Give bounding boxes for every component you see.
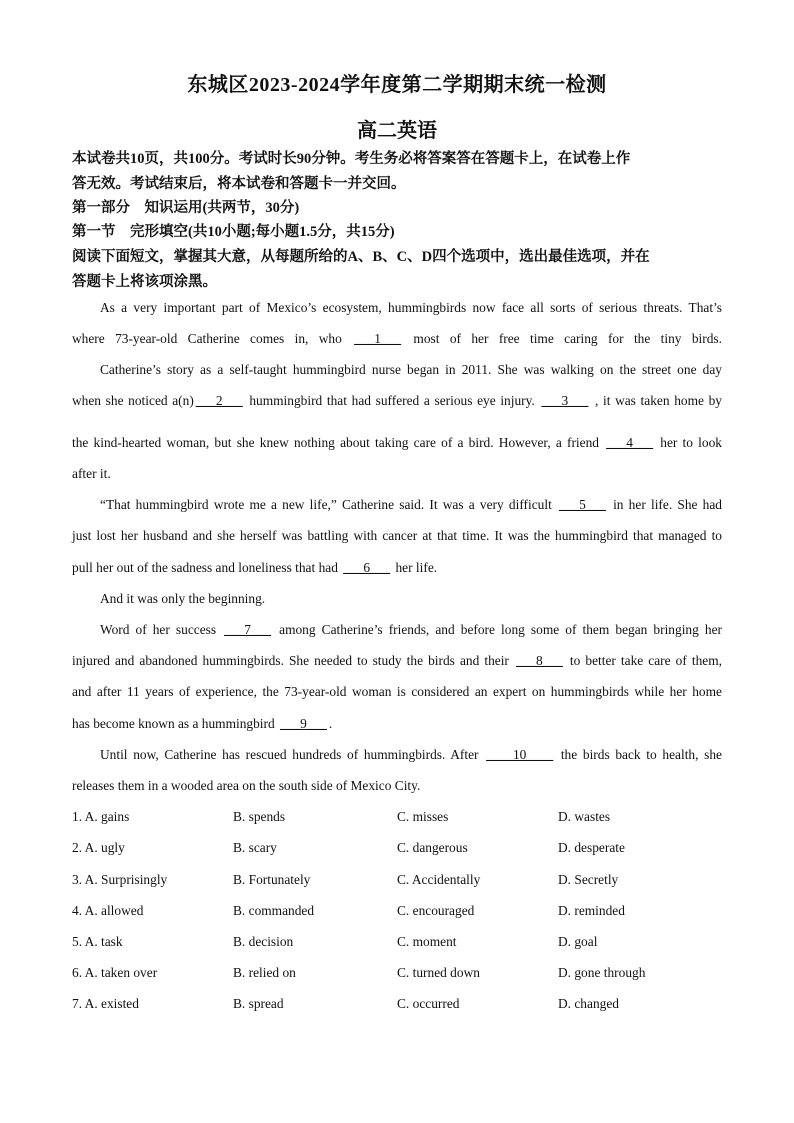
option-c: C. misses	[397, 809, 449, 824]
option-d: D. wastes	[558, 809, 611, 824]
option-c: C. encouraged	[397, 903, 475, 918]
blank-3: ___3___	[541, 393, 589, 408]
section-heading: 第一节 完形填空(共10小题;每小题1.5分，共15分)	[72, 224, 395, 240]
passage-line: “That hummingbird wrote me a new life,” Catherine said. It was a very difficult ___5___ in her life. She had	[100, 497, 722, 512]
passage-line: has become known as a hummingbird ___9___ .	[72, 716, 333, 731]
option-c: C. Accidentally	[397, 872, 481, 887]
option-c: C. occurred	[397, 996, 460, 1011]
passage-line: injured and abandoned hummingbirds. She needed to study the birds and their ___8___ to better take care of them,	[72, 653, 722, 668]
blank-10: ____10____	[486, 747, 554, 762]
option-a: 4. A. allowed	[72, 903, 144, 918]
option-d: D. changed	[558, 996, 619, 1011]
part-heading: 第一部分 知识运用(共两节，30分)	[72, 200, 300, 216]
option-d: D. desperate	[558, 840, 625, 855]
passage-line: As a very important part of Mexico’s ecosystem, hummingbirds now face all sorts of serious threats. That’s	[100, 300, 722, 315]
passage-line: when she noticed a(n) ___2___ hummingbird that had suffered a serious eye injury. ___3___ , it was taken home by	[72, 393, 722, 408]
option-d: D. gone through	[558, 965, 646, 980]
option-c: C. moment	[397, 934, 457, 949]
passage-line: Word of her success ___7___ among Catherine’s friends, and before long some of them began bringing her	[100, 622, 722, 637]
option-a: 5. A. task	[72, 934, 123, 949]
blank-4: ___4___	[606, 435, 654, 450]
option-a: 7. A. existed	[72, 996, 139, 1011]
instructions-line-1: 本试卷共10页，共100分。考试时长90分钟。考生务必将答案答在答题卡上，在试卷上作	[72, 151, 631, 167]
option-d: D. goal	[558, 934, 598, 949]
blank-2: ___2___	[195, 393, 243, 408]
option-b: B. decision	[233, 934, 294, 949]
passage-line: pull her out of the sadness and loneliness that had ___6___ her life.	[72, 560, 438, 575]
direction-line-2: 答题卡上将该项涂黑。	[72, 274, 217, 290]
blank-1: ___1___	[354, 331, 402, 346]
passage-line: just lost her husband and she herself was battling with cancer at that time. It was the hummingbird that managed to	[72, 528, 722, 543]
option-a: 1. A. gains	[72, 809, 130, 824]
exam-title: 东城区2023-2024学年度第二学期期末统一检测	[187, 74, 607, 96]
instructions-line-2: 答无效。考试结束后，将本试卷和答题卡一并交回。	[72, 176, 406, 192]
blank-5: ___5___	[559, 497, 606, 512]
blank-7: ___7___	[224, 622, 272, 637]
blank-9: ___9___	[280, 716, 327, 731]
blank-8: ___8___	[515, 653, 563, 668]
passage-line: And it was only the beginning.	[100, 591, 266, 606]
exam-subtitle: 高二英语	[357, 120, 437, 142]
passage-line: where 73-year-old Catherine comes in, who ___1___ most of her free time caring for the tiny birds.	[72, 331, 722, 346]
option-d: D. Secretly	[558, 872, 619, 887]
option-b: B. Fortunately	[233, 872, 311, 887]
passage-line: Until now, Catherine has rescued hundreds of hummingbirds. After ____10____ the birds back to health, she	[100, 747, 722, 762]
option-a: 3. A. Surprisingly	[72, 872, 168, 887]
passage-line: the kind-hearted woman, but she knew nothing about taking care of a bird. However, a friend ___4___ her to look	[72, 435, 722, 450]
option-b: B. relied on	[233, 965, 296, 980]
direction-line-1: 阅读下面短文，掌握其大意，从每题所给的A、B、C、D四个选项中，选出最佳选项，并在	[72, 249, 650, 265]
blank-6: ___6___	[343, 560, 391, 575]
option-b: B. scary	[233, 840, 277, 855]
passage-line: after it.	[72, 466, 111, 481]
passage-line: releases them in a wooded area on the south side of Mexico City.	[72, 778, 421, 793]
option-c: C. turned down	[397, 965, 480, 980]
passage-line: and after 11 years of experience, the 73-year-old woman is considered an expert on hummingbirds while her home	[72, 684, 722, 699]
option-b: B. commanded	[233, 903, 315, 918]
option-a: 2. A. ugly	[72, 840, 125, 855]
option-c: C. dangerous	[397, 840, 468, 855]
option-d: D. reminded	[558, 903, 625, 918]
option-a: 6. A. taken over	[72, 965, 158, 980]
option-b: B. spends	[233, 809, 286, 824]
passage-line: Catherine’s story as a self-taught hummingbird nurse began in 2011. She was walking on the street one day	[100, 362, 722, 377]
option-b: B. spread	[233, 996, 284, 1011]
